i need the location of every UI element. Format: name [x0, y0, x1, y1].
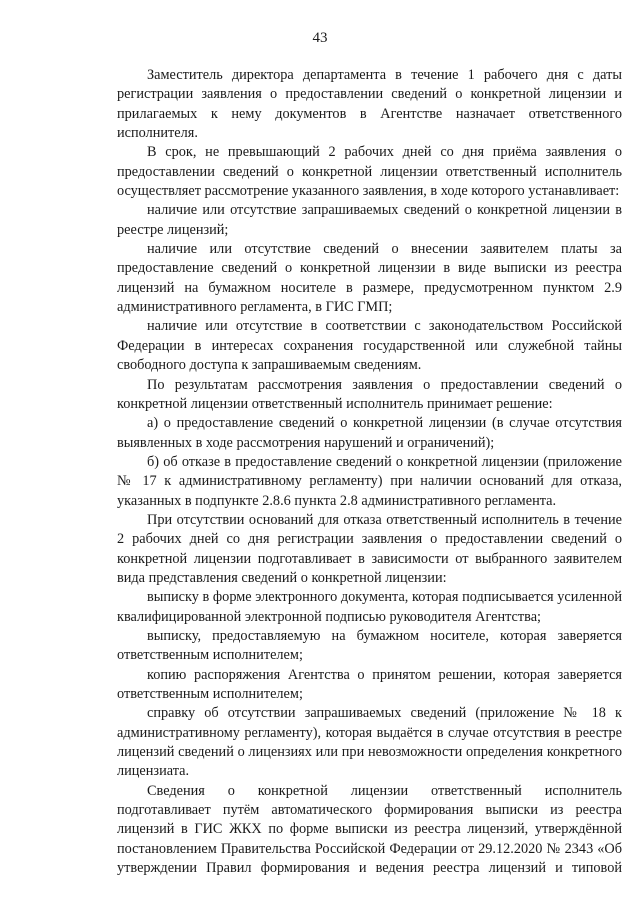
paragraph: наличие или отсутствие запрашиваемых сведений о конкретной лицензии в реестре лицензий;: [117, 202, 622, 238]
paragraph: Заместитель директора департамента в течение 1 рабочего дня с даты регистрации заявления о предоставлении сведений о конкретной лицензии и прилагаемых к нему документов в Агентстве назначает ответственного исполнителя.: [117, 67, 622, 142]
paragraph: копию распоряжения Агентства о принятом решении, которая заверяется ответственным исполнителем;: [117, 666, 622, 702]
paragraph: справку об отсутствии запрашиваемых сведений (приложение № 18 к административному регламенту), которая выдаётся в случае отсутствия в реестре лицензий сведений о лицензиях или при невозможности определения конкретного лицензиата.: [117, 705, 622, 780]
document-body: [117, 66, 622, 878]
paragraph: Сведения о конкретной лицензии ответственный исполнитель подготавливает путём автоматического формирования выписки из реестра лицензий в ГИС ЖКХ по форме выписки из реестра лицензий, утверждённой постановлением Правительства Российской Федерации от 29.12.2020 № 2343 «Об утверждении Правил формирования и ведения реестра лицензий и типовой: [117, 782, 622, 877]
paragraph: выписку в форме электронного документа, которая подписывается усиленной квалифицированной электронной подписью руководителя Агентства;: [117, 589, 622, 625]
paragraph: По результатам рассмотрения заявления о предоставлении сведений о конкретной лицензии ответственный исполнитель принимает решение:: [117, 376, 622, 412]
paragraph: наличие или отсутствие сведений о внесении заявителем платы за предоставление сведений о конкретной лицензии в виде выписки из реестра лицензий на бумажном носителе в размере, предусмотренном пунктом 2.9 административного регламента, в ГИС ГМП;: [117, 241, 622, 316]
page-number: 43: [312, 30, 328, 46]
paragraph: При отсутствии оснований для отказа ответственный исполнитель в течение 2 рабочих дней со дня регистрации заявления о предоставлении сведений о конкретной лицензии подготавливает в зависимости от выбранного заявителем вида представления сведений о конкретной лицензии:: [117, 511, 622, 586]
paragraph: В срок, не превышающий 2 рабочих дней со дня приёма заявления о предоставлении сведений о конкретной лицензии ответственный исполнитель осуществляет рассмотрение указанного заявления, в ходе которого устанавливает:: [117, 144, 622, 200]
paragraph: выписку, предоставляемую на бумажном носителе, которая заверяется ответственным исполнителем;: [117, 627, 622, 664]
paragraph: б) об отказе в предоставление сведений о конкретной лицензии (приложение № 17 к административному регламенту) при наличии оснований для отказа, указанных в подпункте 2.8.6 пункта 2.8 административного регламента.: [117, 453, 622, 509]
paragraph: наличие или отсутствие в соответствии с законодательством Российской Федерации в интересах сохранения государственной или служебной тайны свободного доступа к запрашиваемым сведениям.: [117, 318, 622, 374]
paragraph: а) о предоставление сведений о конкретной лицензии (в случае отсутствия выявленных в ходе рассмотрения нарушений и ограничений);: [117, 415, 622, 451]
